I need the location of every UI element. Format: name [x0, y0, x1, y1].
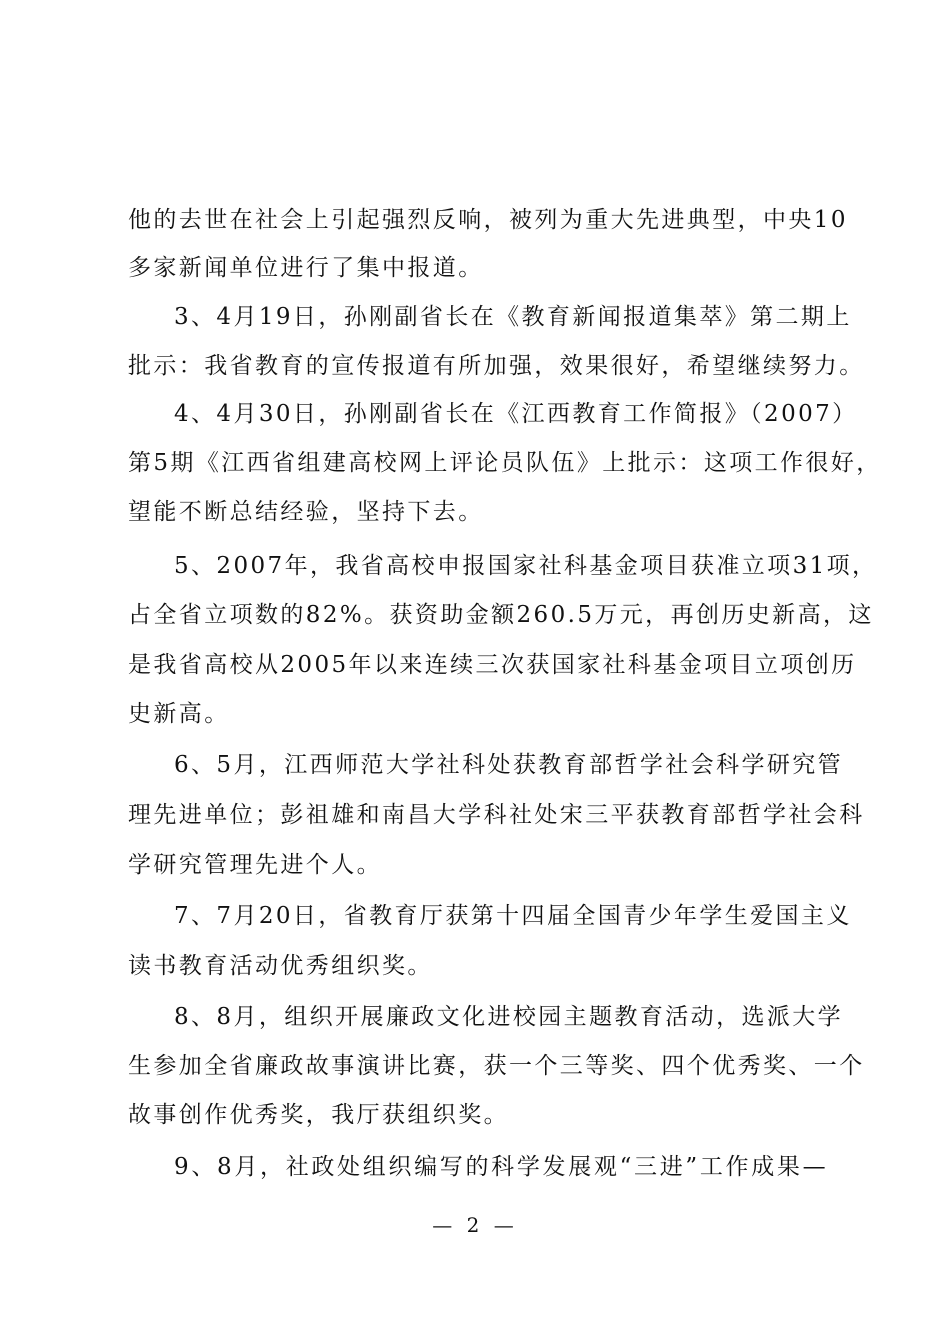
text-line: 是我省高校从2005年以来连续三次获国家社科基金项目立项创历 — [128, 652, 857, 678]
text-line: 望能不断总结经验，坚持下去。 — [128, 499, 484, 525]
text-line: 史新高。 — [128, 701, 230, 727]
text-line: 生参加全省廉政故事演讲比赛，获一个三等奖、四个优秀奖、一个 — [128, 1053, 865, 1079]
text-line: 7、7月20日，省教育厅获第十四届全国青少年学生爱国主义 — [174, 903, 852, 929]
text-line: 3、4月19日，孙刚副省长在《教育新闻报道集萃》第二期上 — [174, 304, 852, 330]
text-line: 第5期《江西省组建高校网上评论员队伍》上批示：这项工作很好， — [128, 450, 882, 476]
text-line: 他的去世在社会上引起强烈反响，被列为重大先进典型，中央10 — [128, 207, 848, 233]
text-line: 5、2007年，我省高校申报国家社科基金项目获准立项31项， — [174, 553, 878, 579]
text-line: 4、4月30日，孙刚副省长在《江西教育工作简报》（2007） — [174, 401, 858, 427]
text-line: 8、8月，组织开展廉政文化进校园主题教育活动，选派大学 — [174, 1004, 844, 1030]
text-line: 批示：我省教育的宣传报道有所加强，效果很好，希望继续努力。 — [128, 353, 865, 379]
page-number: — 2 — — [432, 1213, 518, 1237]
text-line: 占全省立项数的82%。获资助金额260.5万元，再创历史新高，这 — [128, 602, 874, 628]
text-line: 故事创作优秀奖，我厅获组织奖。 — [128, 1102, 509, 1128]
text-line: 6、5月，江西师范大学社科处获教育部哲学社会科学研究管 — [174, 752, 844, 778]
text-line: 读书教育活动优秀组织奖。 — [128, 953, 433, 979]
text-line: 学研究管理先进个人。 — [128, 852, 382, 878]
text-line: 9、8月，社政处组织编写的科学发展观“三进”工作成果— — [174, 1154, 828, 1180]
text-line: 多家新闻单位进行了集中报道。 — [128, 255, 484, 281]
text-line: 理先进单位；彭祖雄和南昌大学科社处宋三平获教育部哲学社会科 — [128, 802, 865, 828]
